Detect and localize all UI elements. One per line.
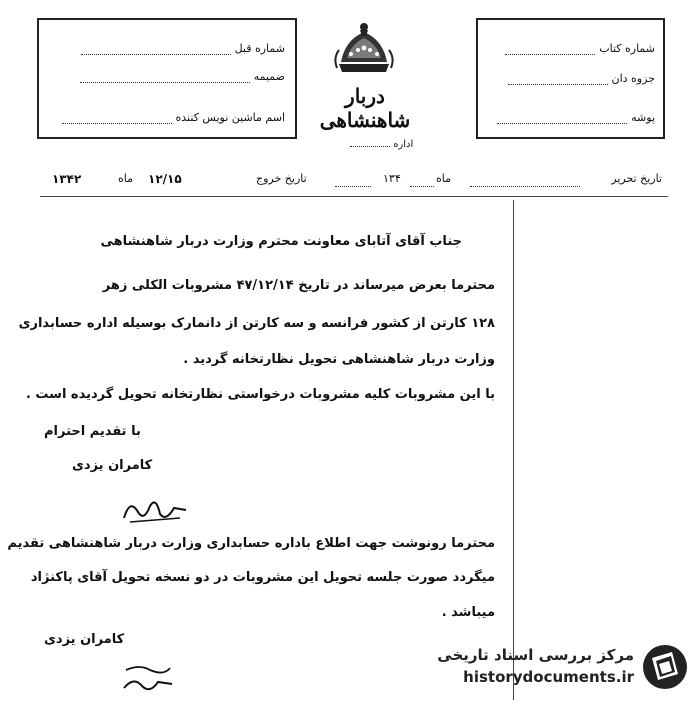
attachment-row bbox=[80, 70, 285, 83]
binder-blank bbox=[508, 74, 608, 85]
book-number-blank bbox=[505, 44, 595, 55]
office-row bbox=[350, 136, 413, 150]
organization-title: دربار شاهنشاهی bbox=[319, 84, 411, 132]
closing-line: با تقدیم احترام bbox=[44, 424, 141, 439]
previous-number-row bbox=[81, 42, 285, 55]
writing-date-label: تاریخ تحریر bbox=[611, 172, 662, 185]
writing-month-blank bbox=[410, 176, 434, 187]
typist-blank bbox=[62, 113, 172, 124]
office-blank bbox=[350, 136, 390, 147]
folder-blank bbox=[497, 113, 627, 124]
crown-crest-icon bbox=[331, 18, 397, 76]
writing-year-blank bbox=[335, 176, 371, 187]
exit-month-label: ماه bbox=[118, 172, 134, 185]
book-number-label: شماره کتاب bbox=[599, 42, 655, 55]
book-number-row bbox=[505, 42, 655, 55]
archive-logo-icon bbox=[642, 644, 688, 690]
binder-row bbox=[508, 72, 655, 85]
writing-month-label: ماه bbox=[436, 172, 452, 185]
previous-number-blank bbox=[81, 44, 231, 55]
note-line2: میگردد صورت جلسه تحویل این مشروبات در دو نسخه تحویل آقای پاکنژاد bbox=[30, 570, 495, 585]
binder-label: جزوه دان bbox=[611, 72, 655, 85]
note-line3: میباشد . bbox=[441, 605, 495, 620]
office-label: اداره bbox=[393, 139, 414, 150]
exit-day-value: ۱۲/۱۵ bbox=[148, 172, 182, 186]
reference-box-right bbox=[476, 18, 665, 139]
folder-row bbox=[497, 111, 655, 124]
signatory2-name: کامران یزدی bbox=[44, 632, 125, 647]
writing-year-prefix: ۱۳۴ bbox=[383, 172, 401, 185]
typist-row bbox=[62, 111, 285, 124]
paragraph2-line: با این مشروبات کلیه مشروبات درخواستی نظارتخانه تحویل گردیده است . bbox=[25, 387, 495, 402]
paragraph1-line2: ۱۲۸ کارتن از کشور فرانسه و سه کارتن از دانمارک بوسیله اداره حسابداری bbox=[18, 316, 495, 331]
signature-mark-2 bbox=[120, 660, 180, 696]
signatory-name: کامران یزدی bbox=[72, 458, 153, 473]
signature-mark-1 bbox=[120, 492, 190, 526]
folder-label: پوشه bbox=[631, 111, 655, 124]
note-line1: محترما رونوشت جهت اطلاع باداره حسابداری وزارت دربار شاهنشاهی تقدیم bbox=[7, 536, 495, 551]
exit-year-value: ۱۳۴۲ bbox=[52, 172, 82, 186]
header-divider bbox=[40, 196, 668, 197]
attachment-label: ضمیمه bbox=[253, 70, 285, 83]
reference-box-left bbox=[37, 18, 297, 139]
attachment-blank bbox=[80, 72, 250, 83]
watermark bbox=[402, 642, 692, 694]
watermark-url: historydocuments.ir bbox=[463, 668, 634, 686]
watermark-title: مرکز بررسی اسناد تاریخی bbox=[437, 646, 634, 664]
exit-date-label: تاریخ خروج bbox=[256, 172, 307, 185]
typist-label: اسم ماشین نویس کننده bbox=[175, 111, 285, 124]
addressee-line: جناب آقای آتابای معاونت محترم وزارت دربار شاهنشاهی bbox=[100, 234, 462, 249]
paragraph1-line3: وزارت دربار شاهنشاهی تحویل نظارتخانه گردید . bbox=[183, 352, 495, 367]
previous-number-label: شماره قبل bbox=[234, 42, 285, 55]
paragraph1-line1: محترما بعرض میرساند در تاریخ ۴۷/۱۲/۱۴ مشروبات الکلی زهر bbox=[102, 278, 495, 293]
writing-date-blank bbox=[470, 176, 580, 187]
margin-divider bbox=[513, 200, 514, 700]
